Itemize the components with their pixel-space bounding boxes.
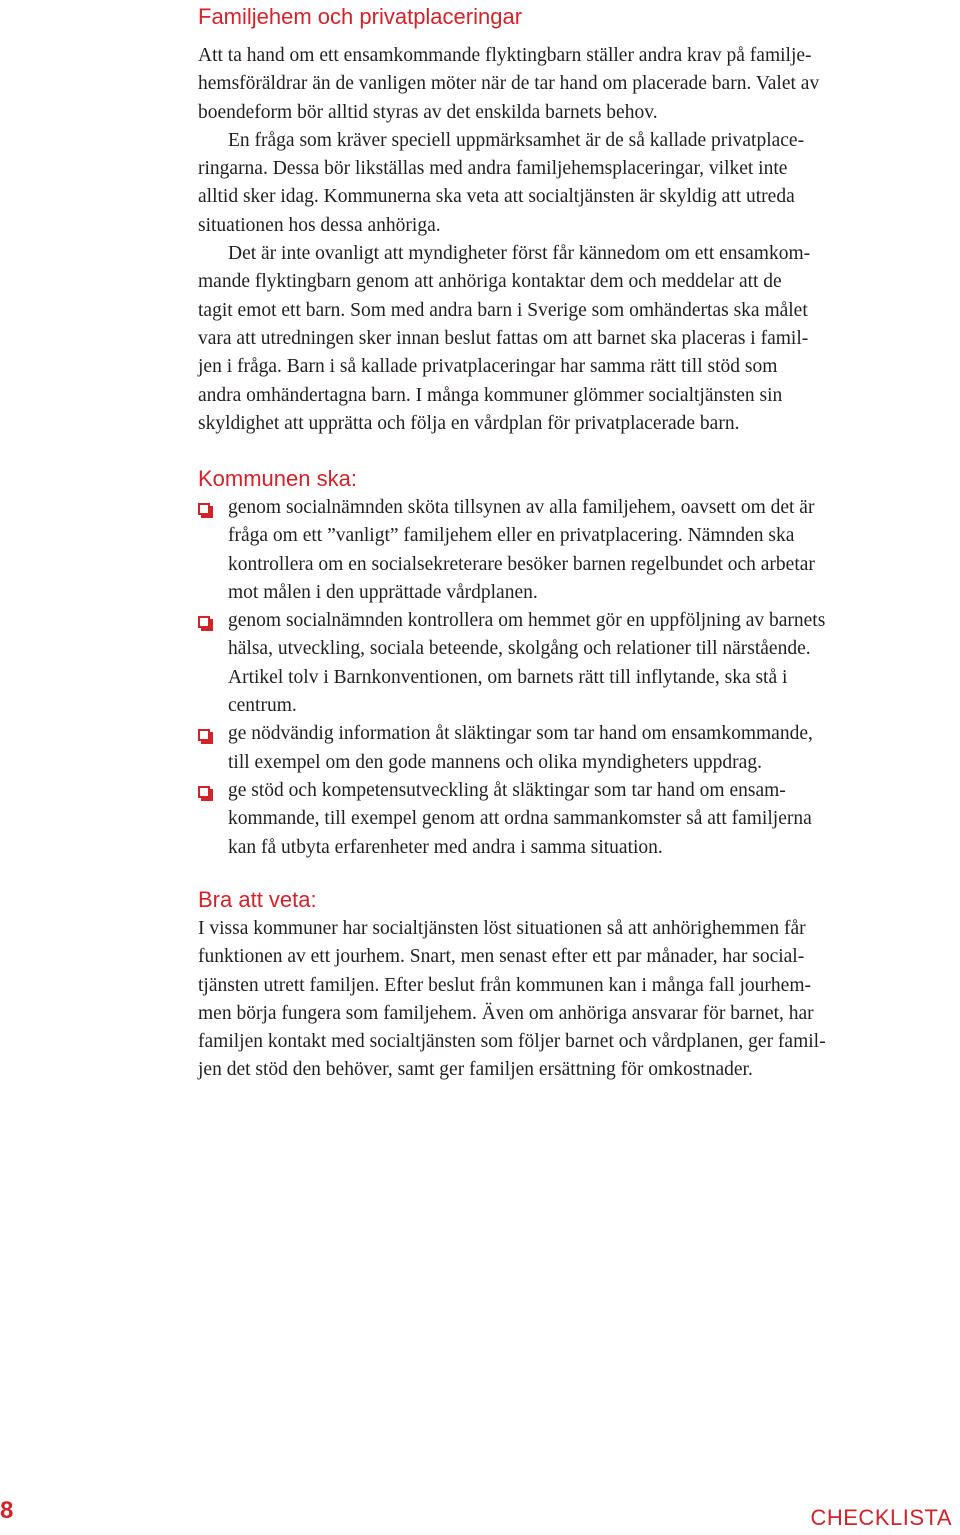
checkbox-bullet-icon: [198, 503, 210, 515]
text-line: Artikel tolv i Barnkonventionen, om barnets rätt till inflytande, ska stå i: [228, 666, 788, 688]
text-line: situationen hos dessa anhöriga.: [198, 214, 441, 236]
text-line: ringarna. Dessa bör likställas med andra familjehemsplaceringar, vilket inte: [198, 158, 788, 180]
text-line: tjänsten utrett familjen. Efter beslut från kommunen kan i många fall jourhem-: [198, 974, 811, 996]
text-line: hälsa, utveckling, sociala beteende, skolgång och relationer till närstående.: [228, 638, 811, 660]
text-line: Det är inte ovanligt att myndigheter först får kännedom om ett ensamkom-: [228, 243, 811, 265]
text-line: andra omhändertagna barn. I många kommuner glömmer socialtjänsten sin: [198, 384, 783, 406]
bullet-text: [228, 494, 940, 607]
page-number: 8: [0, 1497, 14, 1524]
text-line: men börja fungera som familjehem. Även om anhöriga ansvarar för barnet, har: [198, 1002, 814, 1024]
text-line: funktionen av ett jourhem. Snart, men senast efter ett par månader, har social-: [198, 946, 805, 968]
text-line: till exempel om den gode mannens och olika myndigheters uppdrag.: [228, 751, 762, 773]
text-line: skyldighet att upprätta och följa en vårdplan för privatplacerade barn.: [198, 412, 740, 434]
bullet-item: [198, 720, 940, 777]
text-line: fråga om ett ”vanligt” familjehem eller en privatplacering. Nämnden ska: [228, 525, 795, 547]
checkbox-bullet-icon: [198, 786, 210, 798]
checkbox-bullet-icon: [198, 729, 210, 741]
checkbox-bullet-icon: [198, 616, 210, 628]
bullet-list: [198, 494, 940, 862]
text-line: ge stöd och kompetensutveckling åt släktingar som tar hand om ensam-: [228, 779, 786, 801]
text-line: kan få utbyta erfarenheter med andra i samma situation.: [228, 836, 663, 858]
text-line: mande flyktingbarn genom att anhöriga kontaktar dem och meddelar att de: [198, 271, 782, 293]
text-line: mot målen i den upprättade vårdplanen.: [228, 581, 538, 603]
text-line: I vissa kommuner har socialtjänsten löst situationen så att anhörighemmen får: [198, 918, 806, 939]
bullet-item: [198, 777, 940, 862]
section-heading-familjehem: Familjehem och privatplaceringar: [198, 4, 523, 29]
text-line: centrum.: [228, 695, 297, 717]
text-line: jen det stöd den behöver, samt ger familjen ersättning för omkostnader.: [198, 1059, 753, 1081]
section-heading-bra-att-veta: Bra att veta:: [198, 887, 317, 912]
section-heading-kommunen-ska: Kommunen ska:: [198, 466, 357, 491]
bullet-item: [198, 607, 940, 720]
text-line: hemsföräldrar än de vanligen möter när de tar hand om placerade barn. Valet av: [198, 73, 820, 95]
bullet-text: [228, 720, 940, 777]
bullet-text: [228, 607, 940, 720]
text-line: En fråga som kräver speciell uppmärksamhet är de så kallade privatplace-: [228, 129, 805, 151]
text-line: genom socialnämnden sköta tillsynen av alla familjehem, oavsett om det är: [228, 497, 815, 518]
text-line: kommande, till exempel genom att ordna sammankomster så att familjerna: [228, 808, 812, 830]
paragraph-intro: [198, 42, 940, 438]
text-line: ge nödvändig information åt släktingar som tar hand om ensamkommande,: [228, 723, 813, 745]
bullet-text: [228, 777, 940, 862]
text-line: alltid sker idag. Kommunerna ska veta att socialtjänsten är skyldig att utreda: [198, 186, 795, 208]
text-line: boendeform bör alltid styras av det enskilda barnets behov.: [198, 101, 658, 123]
text-line: Att ta hand om ett ensamkommande flyktingbarn ställer andra krav på familje-: [198, 45, 812, 66]
paragraph-bra-att-veta: [198, 915, 940, 1085]
text-line: familjen kontakt med socialtjänsten som följer barnet och vårdplanen, ger famil-: [198, 1031, 826, 1053]
footer-title: CHECKLISTA: [810, 1505, 952, 1530]
text-line: vara att utredningen sker innan beslut fattas om att barnet ska placeras i famil-: [198, 327, 809, 349]
bullet-item: [198, 494, 940, 607]
text-line: genom socialnämnden kontrollera om hemmet gör en uppföljning av barnets: [228, 610, 826, 632]
text-line: kontrollera om en socialsekreterare besöker barnen regelbundet och arbetar: [228, 553, 815, 575]
text-line: tagit emot ett barn. Som med andra barn i Sverige som omhändertas ska målet: [198, 299, 808, 321]
text-line: jen i fråga. Barn i så kallade privatplaceringar har samma rätt till stöd som: [198, 356, 778, 378]
